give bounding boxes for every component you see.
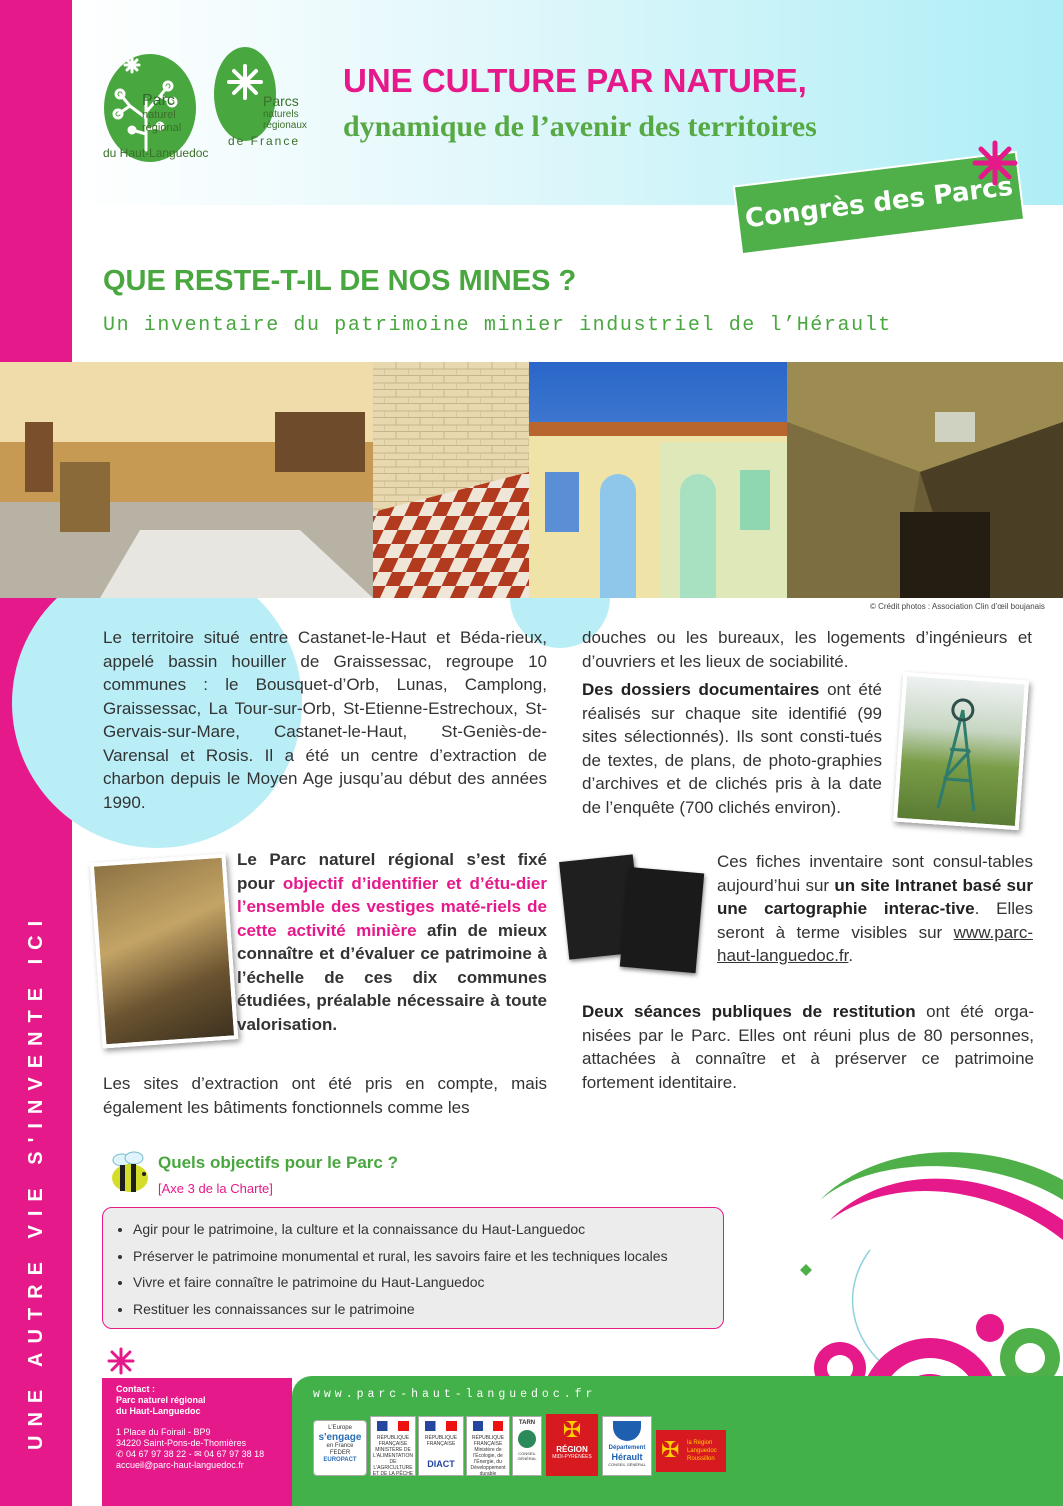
flag-icon xyxy=(377,1421,409,1431)
rf-label-3: RÉPUBLIQUE FRANÇAISE xyxy=(471,1435,505,1447)
header-title: UNE CULTURE PAR NATURE, xyxy=(343,62,807,99)
restitution-lead: Deux séances publiques de restitution xyxy=(582,1002,916,1021)
logo-parcs-france-text xyxy=(263,94,307,131)
tarn-conseil-label: CONSEIL GÉNÉRAL xyxy=(517,1451,537,1461)
rf-label-1: RÉPUBLIQUE FRANÇAISE xyxy=(376,1435,410,1447)
photo-cafe-interior xyxy=(0,362,373,598)
objective-item: • Préserver le patrimoine monumental et rural, les savoirs faire et les techniques locales xyxy=(133,1243,723,1270)
logo-parcs-line3: régionaux xyxy=(263,120,307,131)
objectives-title: Quels objectifs pour le Parc ? xyxy=(158,1153,398,1172)
footer-asterisk-icon xyxy=(106,1346,136,1376)
paragraph-restitution xyxy=(582,1000,1034,1094)
logo-parc-line3: régional xyxy=(142,122,182,134)
logo-departement-herault xyxy=(602,1416,652,1476)
paragraph-buildings: douches ou les bureaux, les logements d’ingénieurs et d’ouvriers et les lieux de sociabilité. xyxy=(582,628,1032,671)
europact-label: EUROPACT xyxy=(323,1457,357,1463)
objective-rest: afin de mieux connaître et d’évaluer ce patrimoine à l’échelle de ces dix communes étudiées, préalable nécessaire à toute valorisation. xyxy=(237,920,547,1034)
midi-pyrenees-label: MIDI-PYRÉNÉES xyxy=(552,1454,592,1460)
paragraph-objective xyxy=(237,848,547,1036)
logo-tarn xyxy=(512,1416,542,1476)
contact-address-line2: 34220 Saint-Pons-de-Thomières xyxy=(116,1438,247,1448)
photo-credit: © Crédit photos : Association Clin d’œil boujanais xyxy=(870,602,1045,611)
objective-highlight: objectif d’identifier et d’étu-dier l’ensemble des vestiges maté-riels de cette activité minière xyxy=(237,873,547,940)
photo-mining-machine xyxy=(90,853,239,1048)
europe-line4: FEDER xyxy=(329,1450,351,1456)
paragraph-dossiers xyxy=(582,678,882,819)
ministere-agri-label: MINISTÈRE DE L'ALIMENTATION DE L'AGRICULTURE ET DE LA PÊCHE xyxy=(372,1447,414,1476)
europe-line3: en France xyxy=(326,1443,354,1449)
footer-url[interactable]: www.parc-haut-languedoc.fr xyxy=(313,1388,597,1401)
tarn-label: TARN xyxy=(518,1420,536,1426)
screenshot-page-front xyxy=(620,867,704,973)
dossiers-lead: Des dossiers documentaires xyxy=(582,680,820,699)
screenshot-intranet-site xyxy=(560,858,710,978)
intranet-rest: . Elles seront à terme visibles sur xyxy=(717,899,1034,942)
objectives-box xyxy=(102,1207,724,1329)
photo-strip xyxy=(0,362,1063,598)
flag-icon xyxy=(473,1421,503,1431)
website-link[interactable]: www.parc-haut-languedoc.fr xyxy=(717,922,1033,965)
lr-text xyxy=(687,1439,717,1463)
objective-lead: Le Parc naturel régional s’est fixé pour xyxy=(237,850,547,893)
contact-org-line1: Parc naturel régional xyxy=(116,1395,206,1405)
contact-block xyxy=(116,1384,264,1471)
logo-parc-line2: naturel xyxy=(142,109,176,121)
logo-parc-line1: Parc xyxy=(142,92,175,109)
europe-line2: s'engage xyxy=(318,1432,362,1443)
logo-parc-line4: du Haut-Languedoc xyxy=(103,146,209,160)
paragraph-territory: Le territoire situé entre Castanet-le-Haut et Béda-rieux, appelé bassin houiller de Graissessac, regroupe 10 communes : le Bousquet-d’Orb, Lunas, Camplong, Graissessac, La Tour-sur-Orb, St-Etienne-Estrechoux, St-Gervais-sur-Mare, Castanet-le-Haut, St-Geniès-de-Varensal et Rosis. Il a été un centre d’extraction de charbon depuis le Moyen Age jusqu’au début des années 1990. xyxy=(103,628,547,812)
logo-ministere-ecologie xyxy=(466,1416,510,1476)
tarn-emblem-icon xyxy=(518,1430,536,1448)
intranet-lead: Ces fiches inventaire sont consul-tables aujourd’hui sur xyxy=(717,852,1033,895)
languedoc-label: Languedoc xyxy=(687,1448,717,1454)
contact-phone: ✆ 04 67 97 38 22 - ✉ 04 67 97 38 18 xyxy=(116,1449,265,1459)
headframe-icon xyxy=(897,676,1025,826)
logo-parcs-line1: Parcs xyxy=(263,93,299,109)
vertical-slogan: UNE AUTRE VIE S'INVENTE ICI xyxy=(25,911,47,1450)
diact-label: DIACT xyxy=(427,1459,455,1469)
objectives-subtitle: [Axe 3 de la Charte] xyxy=(158,1181,273,1196)
flag-icon xyxy=(425,1421,457,1431)
logo-europe xyxy=(313,1420,367,1476)
restitution-rest: ont été orga-nisées par le Parc. Elles ont réuni plus de 80 personnes, attachées à connaître et à préserver ce patrimoine fortement identitaire. xyxy=(582,1002,1034,1092)
contact-email[interactable]: accueil@parc-haut-languedoc.fr xyxy=(116,1460,244,1470)
objective-item: • Vivre et faire connaître le patrimoine du Haut-Languedoc xyxy=(133,1269,723,1296)
occitan-cross-icon: ✠ xyxy=(562,1417,582,1442)
intranet-bold: un site Intranet basé sur une cartographie interac-tive xyxy=(717,875,1033,918)
photo-headframe xyxy=(893,672,1029,830)
objective-item: • Agir pour le patrimoine, la culture et la connaissance du Haut-Languedoc xyxy=(133,1216,723,1243)
paragraph-intranet xyxy=(717,850,1033,968)
rf-label-2: RÉPUBLIQUE FRANÇAISE xyxy=(424,1435,458,1447)
region-label: RÉGION xyxy=(556,1445,588,1454)
bee-icon xyxy=(104,1150,154,1196)
logo-parcs-line4: de France xyxy=(228,134,301,148)
main-subtitle: Un inventaire du patrimoine minier industriel de l’Hérault xyxy=(103,314,892,337)
photo-mine-tunnel xyxy=(787,362,1063,598)
logo-region-languedoc-roussillon xyxy=(656,1430,726,1472)
dossiers-rest: ont été réalisés sur chaque site identifié (99 sites sélectionnés). Ils sont consti-tués de textes, de plans, de photo-graphies d’archives et de clichés pris à la date de l’enquête (700 clichés environ). xyxy=(582,680,882,817)
main-title: QUE RESTE-T-IL DE NOS MINES ? xyxy=(103,265,577,297)
herault-label: Hérault xyxy=(611,1452,643,1462)
logo-ministere-agriculture xyxy=(370,1416,416,1476)
contact-org-line2: du Haut-Languedoc xyxy=(116,1406,201,1416)
asterisk-star-icon xyxy=(970,138,1020,188)
occitan-cross-icon-2: ✠ xyxy=(661,1437,680,1462)
objectives-list xyxy=(103,1216,723,1322)
herault-conseil-label: CONSEIL GÉNÉRAL xyxy=(608,1462,646,1467)
paragraph-sites: Les sites d’extraction ont été pris en compte, mais également les bâtiments fonctionnels comme les xyxy=(103,1074,547,1117)
contact-address-line1: 1 Place du Foirail - BP9 xyxy=(116,1427,211,1437)
header-subtitle: dynamique de l’avenir des territoires xyxy=(343,110,817,143)
la-region-label: la Région xyxy=(687,1440,713,1446)
ministere-eco-label: Ministère de l'Écologie, de l'Énergie, du Développement durable xyxy=(470,1447,506,1476)
objective-item: • Restituer les connaissances sur le patrimoine xyxy=(133,1296,723,1323)
contact-label: Contact : xyxy=(116,1384,155,1394)
logo-parcs-line2: naturels xyxy=(263,109,299,120)
herault-emblem-icon xyxy=(613,1421,641,1441)
photo-tiled-room xyxy=(373,362,529,598)
europe-line1: L'Europe xyxy=(328,1425,352,1431)
logo-diact xyxy=(418,1416,464,1476)
intranet-end: . xyxy=(848,946,854,965)
logo-region-midi-pyrenees xyxy=(546,1414,598,1476)
roussillon-label: Roussillon xyxy=(687,1456,715,1462)
departement-label: Département xyxy=(608,1445,646,1451)
photo-house-facade xyxy=(529,362,787,598)
congres-badge: Congrès des Parcs xyxy=(735,153,1023,253)
